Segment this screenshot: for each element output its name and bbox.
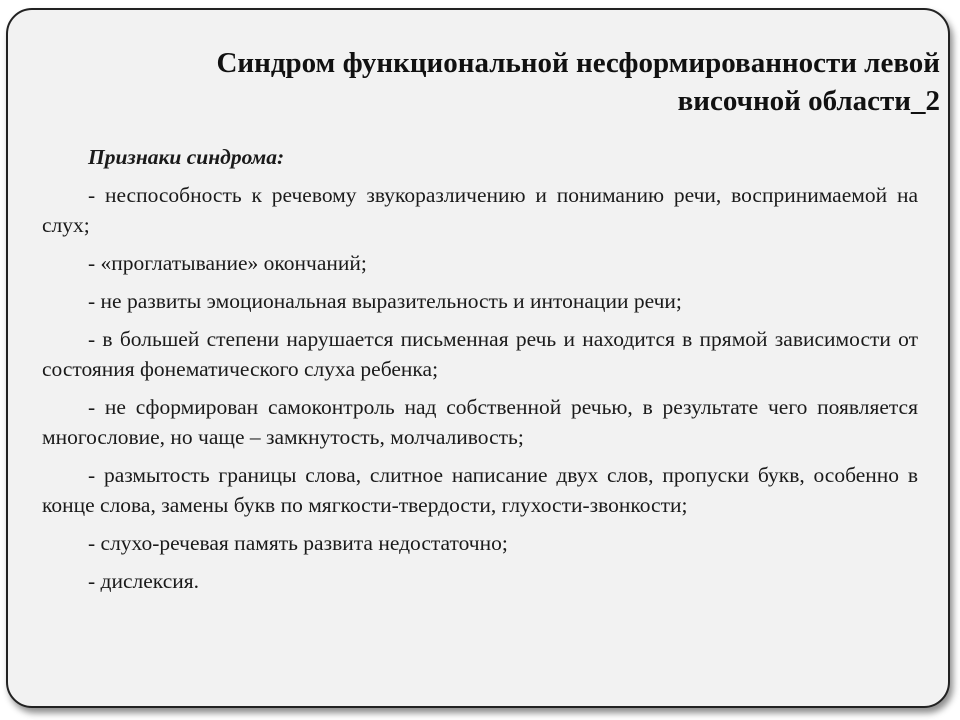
slide-title: Синдром функциональной несформированности левой височной области_2 bbox=[216, 47, 940, 117]
list-item: - не развиты эмоциональная выразительность и интонации речи; bbox=[88, 289, 682, 313]
slide-content bbox=[42, 142, 918, 604]
list-item: - в большей степени нарушается письменная речь и находится в прямой зависимости от состояния фонематического слуха ребенка; bbox=[42, 327, 918, 381]
list-item: - не сформирован самоконтроль над собственной речью, в результате чего появляется многословие, но чаще – замкнутость, молчаливость; bbox=[42, 395, 918, 449]
list-item: - неспособность к речевому звукоразличению и пониманию речи, воспринимаемой на слух; bbox=[42, 183, 918, 237]
list-item: - «проглатывание» окончаний; bbox=[88, 251, 367, 275]
list-item: - дислексия. bbox=[88, 569, 200, 593]
list-item: - размытость границы слова, слитное написание двух слов, пропуски букв, особенно в конце слова, замены букв по мягкости-твердости, глухости-звонкости; bbox=[42, 463, 918, 517]
section-heading: Признаки синдрома: bbox=[88, 145, 285, 169]
list-item: - слухо-речевая память развита недостаточно; bbox=[88, 531, 508, 555]
